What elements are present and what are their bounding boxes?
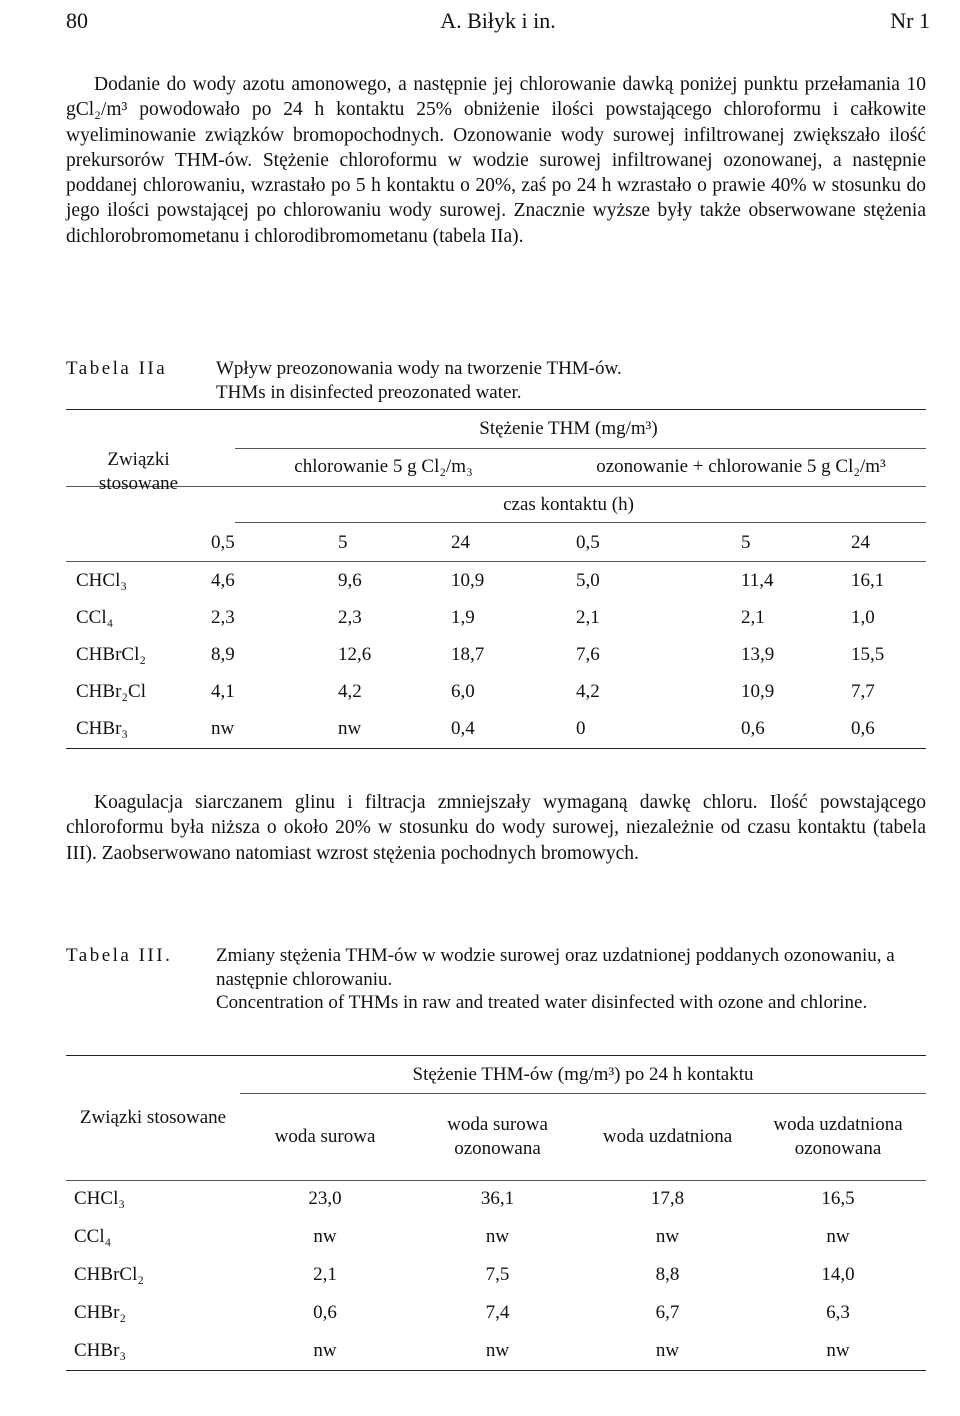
table-row <box>66 710 926 747</box>
value-cell: 23,0 <box>308 1188 342 1209</box>
table-row <box>66 1332 926 1370</box>
running-authors: A. Biłyk i in. <box>440 8 556 33</box>
value-cell: 0,6 <box>741 717 765 739</box>
value-cell: 16,1 <box>851 569 885 591</box>
value-cell: 2,1 <box>313 1264 337 1285</box>
value-cell: 7,4 <box>485 1302 510 1323</box>
page-number: 80 <box>66 8 88 33</box>
body-paragraph-2: Koagulacja siarczanem glinu i filtracja zmniejszały wymaganą dawkę chloru. Ilość powstającego chloroformu była niższa o około 20% w stosunku do wody surowej, niezależnie od czasu kontaktu (tabela III). Zaobserwowano natomiast wzrost stężenia pochodnych bromowych. <box>66 792 926 864</box>
value-cell: 7,5 <box>485 1264 510 1285</box>
value-cell: 11,4 <box>741 569 774 591</box>
value-cell: 10,9 <box>741 680 775 702</box>
value-cell: nw <box>826 1340 850 1361</box>
compound-cell: CHCl₃ <box>76 569 127 591</box>
table-row <box>66 599 926 636</box>
value-cell: 36,1 <box>480 1188 515 1209</box>
value-cell: nw <box>313 1226 337 1247</box>
table-3-column-header: woda surowa <box>274 1125 376 1147</box>
value-cell: 6,0 <box>451 680 475 702</box>
table-2a-row-header: Związki stosowane <box>98 448 179 494</box>
table-3-row-header: Związki stosowane <box>79 1107 227 1128</box>
table-3 <box>66 1056 926 1370</box>
body-paragraph-1: Dodanie do wody azotu amonowego, a następnie jej chlorowanie dawką poniżej punktu przełamania 10 gCl₂/m³ powodowało po 24 h kontaktu 25% obniżenie ilości powstającego chloroformu i całkowite wyeliminowanie związków bromopochodnych. Ozonowanie wody surowej infiltrowanej zwiększało ilość prekursorów THM-ów. Stężenie chloroformu w wodzie surowej infiltrowanej ozonowanej, a następnie poddanej chlorowaniu, wzrastało po 5 h kontaktu o 20%, zaś po 24 h wzrastało o prawie 40% w stosunku do jego ilości powstającej po chlorowaniu wody surowej. Znacznie wyższe były także obserwowane stężenia dichlorobromometanu i chlorodibromometanu (tabela IIa). <box>66 74 926 247</box>
table-row <box>66 1256 926 1294</box>
table-3-label: Tabela III. <box>66 945 173 966</box>
value-cell: 12,6 <box>338 643 372 665</box>
table-2a-time: 24 <box>451 531 470 553</box>
table-3-column-header: woda uzdatniona <box>602 1125 733 1147</box>
table-2a-time: 0,5 <box>576 531 600 553</box>
value-cell: 4,1 <box>211 680 235 702</box>
value-cell: 2,1 <box>741 606 765 628</box>
table-3-caption-en: Concentration of THMs in raw and treated water disinfected with ozone and chlorine. <box>216 992 868 1013</box>
table-2a-caption-en: THMs in disinfected preozonated water. <box>216 381 522 403</box>
value-cell: 15,5 <box>851 643 885 665</box>
table-2a-group-ozonation: ozonowanie + chlorowanie 5 g Cl₂/m³ <box>596 456 886 477</box>
value-cell: 7,6 <box>576 643 600 665</box>
compound-cell: CCl₄ <box>76 606 114 628</box>
compound-cell: CHBr₃ <box>74 1340 127 1361</box>
value-cell: 8,8 <box>655 1264 680 1285</box>
table-3-column-header: woda uzdatniona ozonowana <box>773 1113 903 1159</box>
value-cell: 18,7 <box>451 643 485 665</box>
table-row <box>66 562 926 599</box>
table-row <box>66 636 926 673</box>
value-cell: nw <box>313 1340 337 1361</box>
value-cell: nw <box>485 1226 510 1247</box>
value-cell: 6,7 <box>655 1302 680 1323</box>
table-3-column-header: woda surowa ozonowana <box>447 1113 548 1159</box>
table-2a-bottom-rule <box>66 748 926 749</box>
value-cell: 0 <box>576 717 586 739</box>
value-cell: 4,6 <box>211 569 235 591</box>
value-cell: nw <box>826 1226 850 1247</box>
value-cell: 0,6 <box>851 717 875 739</box>
value-cell: 2,3 <box>211 606 235 628</box>
issue-number: Nr 1 <box>890 8 930 33</box>
value-cell: 7,7 <box>851 680 875 702</box>
table-3-caption <box>66 944 926 1044</box>
value-cell: 17,8 <box>650 1188 685 1209</box>
value-cell: 0,4 <box>451 717 475 739</box>
value-cell: 4,2 <box>338 680 362 702</box>
table-3-caption-pl: Zmiany stężenia THM-ów w wodzie surowej oraz uzdatnionej poddanych ozonowaniu, a następnie chlorowaniu. <box>216 945 895 990</box>
value-cell: 9,6 <box>338 569 362 591</box>
value-cell: nw <box>211 717 235 739</box>
value-cell: 6,3 <box>826 1302 850 1323</box>
compound-cell: CHBr₃ <box>76 717 129 739</box>
table-2a-time: 5 <box>338 531 348 553</box>
table-3-bottom-rule <box>66 1370 926 1371</box>
value-cell: 4,2 <box>576 680 600 702</box>
table-row <box>66 1180 926 1218</box>
compound-cell: CHBrCl₂ <box>74 1264 144 1285</box>
table-3-main-header: Stężenie THM-ów (mg/m³) po 24 h kontaktu <box>412 1063 754 1085</box>
table-2a <box>66 410 926 747</box>
compound-cell: CHBrCl₂ <box>76 643 146 665</box>
table-2a-time: 0,5 <box>211 531 235 553</box>
compound-cell: CCl₄ <box>74 1226 112 1247</box>
table-2a-main-header: Stężenie THM (mg/m³) <box>479 418 658 439</box>
table-row <box>66 1294 926 1332</box>
table-2a-label: Tabela IIa <box>66 358 168 379</box>
table-2a-time: 24 <box>851 531 870 553</box>
value-cell: 1,9 <box>451 606 475 628</box>
table-2a-group-chlorination: chlorowanie 5 g Cl₂/m₃ <box>294 456 473 477</box>
value-cell: nw <box>655 1226 680 1247</box>
table-2a-caption <box>66 357 926 407</box>
value-cell: 1,0 <box>851 606 875 628</box>
value-cell: 5,0 <box>576 569 600 591</box>
table-row <box>66 1218 926 1256</box>
compound-cell: CHBr₂ <box>74 1302 127 1323</box>
table-2a-time: 5 <box>741 531 751 553</box>
running-header <box>66 8 930 38</box>
table-2a-caption-pl: Wpływ preozonowania wody na tworzenie THM-ów. <box>216 358 622 379</box>
value-cell: 0,6 <box>313 1302 337 1323</box>
value-cell: 13,9 <box>741 643 775 665</box>
value-cell: 16,5 <box>821 1188 855 1209</box>
value-cell: nw <box>485 1340 510 1361</box>
value-cell: 14,0 <box>821 1264 855 1285</box>
value-cell: 10,9 <box>451 569 485 591</box>
table-2a-subheader: czas kontaktu (h) <box>503 493 634 515</box>
value-cell: 2,1 <box>576 606 600 628</box>
value-cell: nw <box>655 1340 680 1361</box>
compound-cell: CHBr₂Cl <box>76 680 146 702</box>
table-row <box>66 673 926 710</box>
value-cell: nw <box>338 717 362 739</box>
compound-cell: CHCl₃ <box>74 1188 125 1209</box>
value-cell: 8,9 <box>211 643 235 665</box>
value-cell: 2,3 <box>338 606 362 628</box>
